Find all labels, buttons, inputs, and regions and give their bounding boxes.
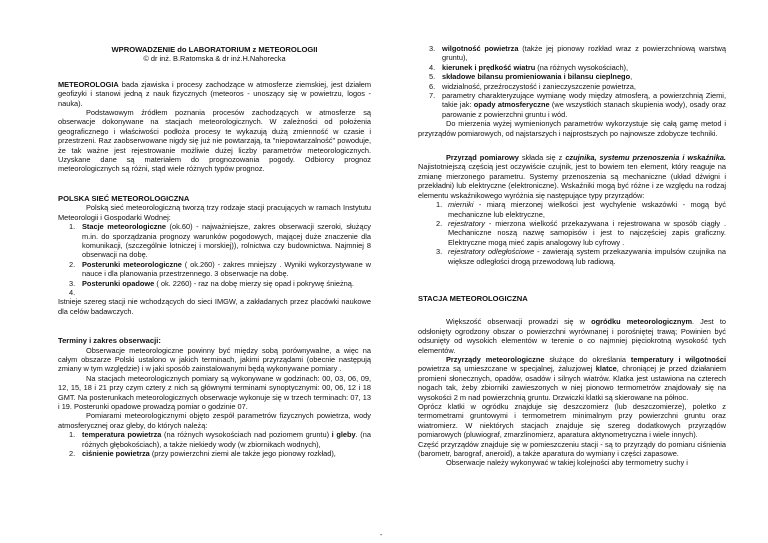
item-number: 1.: [69, 222, 76, 232]
left-column: [58, 0, 371, 458]
station-paragraph-3: Oprócz klatki w ogródku znajduje się deszczomierz (lub deszczomierze), poletko z termometrami gruntowymi i termometrem minimalnym przy powierzchni gruntu oraz wiatromierz. W niektórych stacjach znajduje się szereg dodatkowych przyrządów pomiarowych (pluwiograf, zmarzlinomierz, aparatura aktynometryczna i wiele innych).: [418, 402, 726, 440]
parameters-list: [58, 430, 371, 458]
item-number: 4.: [69, 287, 76, 297]
item-text: (także jej pionowy rozkład wraz z powierzchniową warstwą gruntu),: [442, 44, 727, 63]
document-title: WPROWADZENIE do LABORATORIUM z METEOROLOGII: [111, 45, 318, 54]
list-item: [418, 44, 726, 63]
network-intro: Polską sieć meteorologiczną tworzą trzy rodzaje stacji pracujących w ramach Instytutu Meteorologii i Gospodarki Wodnej:: [58, 203, 371, 222]
item-term: wilgotność powietrza: [442, 44, 519, 53]
item-number: 2.: [69, 449, 76, 459]
item-text: ,: [630, 72, 633, 82]
item-number: 2.: [436, 218, 443, 228]
instrument-paragraph: [418, 153, 726, 200]
list-item: [418, 82, 726, 91]
item-number: 6.: [429, 81, 436, 91]
intro-paragraph: [58, 80, 371, 108]
list-item: [58, 449, 371, 458]
item-term: temperatura powietrza: [82, 430, 162, 440]
station-paragraph-1: [418, 317, 726, 355]
list-item: [418, 219, 726, 247]
station-term-3: klatce: [595, 364, 617, 374]
terms-paragraph-3: Pomiarami meteorologicznymi objęto zespół parametrów fizycznych powietrza, wody atmosferycznej oraz gleby, do których należą:: [58, 411, 371, 430]
station-heading: STACJA METEOROLOGICZNA: [418, 293, 528, 303]
list-item: [418, 72, 726, 81]
item-number: 2.: [69, 259, 76, 269]
item-number: 3.: [429, 44, 436, 53]
item-term: Posterunki opadowe: [82, 278, 155, 288]
item-number: 5.: [429, 72, 436, 82]
list-item: [418, 200, 726, 219]
item-term: kierunek i prędkość wiatru: [442, 62, 536, 72]
terms-heading: Terminy i zakres obserwacji:: [58, 336, 161, 346]
item-text: (ok.60) - najważniejsze, zakres obserwacji szeroki, służący m.in. do sporządzania prognozy warunków pogodowych, mającej duże znaczenie dla komunikacji, (szczególnie lotniczej i morskiej)), rolnictwa czy budownictwa. Najmniej 8 obserwacji na dobę.: [82, 222, 371, 260]
authors: © dr inż. B.Ratomska & dr inż.H.Nahorecka: [143, 54, 286, 64]
item-term: składowe bilansu promieniowania i bilansu cieplnego: [442, 72, 631, 82]
item-term-2: i gleby: [331, 430, 356, 440]
item-text: (przy powierzchni ziemi ale także jego pionowy rozkład),: [149, 449, 336, 459]
page-mark: -: [380, 532, 383, 539]
item-text: - zawierają system przekazywania impulsów czujnika na większe odległości drogą przewodową lub radiową.: [448, 247, 726, 266]
item-number: 7.: [429, 91, 436, 101]
item-number: 3.: [69, 278, 76, 288]
item-number: 1.: [436, 200, 443, 210]
item-text-2: . (na różnych głębokościach), a także niekiedy wody (w zbiornikach wodnych),: [82, 430, 371, 449]
network-list: [58, 222, 371, 297]
instrument-types-list: [418, 200, 726, 266]
list-item: [418, 91, 726, 119]
item-number: 4.: [429, 62, 436, 72]
station-paragraph-5: Obserwacje należy wykonywać w takiej kolejności aby termometry suchy i: [446, 458, 688, 468]
network-heading: POLSKA SIEĆ METEOROLOGICZNA: [58, 193, 190, 203]
instrument-term: Przyrząd pomiarowy: [446, 153, 519, 163]
intro-term: METEOROLOGIA: [58, 79, 119, 89]
item-text: (na różnych wysokościach),: [535, 62, 629, 72]
item-text: ( ok.260) - zakres mniejszy . Wyniki wykorzystywane w nauce i dla planowania przestrzennego. 3 obserwacje na dobę.: [82, 259, 371, 279]
terms-paragraph-1: Obserwacje meteorologiczne powinny być między sobą porównywalne, a więc na całym obszarze Polski ustalono w jakich terminach, jakimi przyrządami (obecnie następują zmiany w tym względzie) i w jaki sposób zainstalowanymi będą wykonywane pomiary .: [58, 345, 371, 374]
station-term: Przyrządy meteorologiczne: [446, 354, 545, 364]
item-text: ( ok. 2260) - raz na dobę mierzy się opad i pokrywę śnieżną.: [154, 278, 354, 288]
item-text: - miarą mierzonej wielkości jest wychylenie wskazówki - mogą być mechaniczne lub elektryczne,: [448, 200, 726, 219]
station-text-2: . Jest to odsłonięty ogrodzony obszar o powierzchni wyrównanej i porośniętej trawą; Powinien być odsunięty od wysokich elementów w terenie o co najmniej pięciokrotną wysokość tych elementów.: [418, 317, 726, 355]
intro-paragraph-2: Podstawowym źródłem poznania procesów zachodzących w atmosferze są obserwacje dokonywane na stacjach meteorologicznych. W zależności od położenia geograficznego i właściwości podłoża procesy te wykazują dużą zmienność w czasie i przestrzeni. Raz zaobserwowane nigdy się już nie powtarzają, ta "niepowtarzalność" powoduje, że tak ważne jest rejestrowanie możliwie dużej liczby parametrów meteorologicznych. Uzyskane dane są materiałem do prognozowania pogody. Odbiorcy prognoz meteorologicznych są różni, stąd wiele różnych typów prognoz.: [58, 108, 371, 174]
item-text: widzialność, przeźroczystość i zanieczyszczenie powietrza,: [442, 81, 636, 91]
list-item: [58, 222, 371, 260]
instrument-text: składa się z: [518, 153, 566, 163]
item-text: parametry charakteryzujące wymianę wody między atmosferą, a powierzchnią Ziemi, takie jak:: [442, 91, 726, 110]
parameters-list-continued: [418, 44, 726, 119]
right-column: [418, 0, 726, 468]
item-number: 3.: [436, 247, 443, 257]
station-text-3: , chroniącej je przed działaniem promieni słonecznych, opadów, osadów i silnych wiatrów. Klatka jest ustawiona na czterech nogach tak, żeby zbiorniki zawieszonych w niej pionowo termometrów znajdowały się na wysokości 2 m nad powierzchnią gruntu. Drzwiczki klatki są skierowane na północ.: [418, 364, 726, 402]
item-term: rejestratory: [448, 218, 485, 228]
list-item: [58, 260, 371, 279]
network-outro: Istnieje szereg stacji nie wchodzących do sieci IMGW, a zakładanych przez placówki naukowe dla celów badawczych.: [58, 297, 371, 316]
item-text: (na różnych wysokościach nad poziomem gruntu): [161, 430, 332, 440]
station-text-2: powietrza są umieszczane w specjalnej, żaluzjowej: [418, 364, 596, 374]
item-term: rejestratory odległościowe: [448, 247, 535, 257]
item-term: mierniki: [448, 200, 474, 210]
instrument-text-rest: Najistotniejszą częścią jest oczywiście czujnik, jest to bowiem ten element, który reaguje na zmianę mierzonego parametru. Systemy przenoszenia są mechaniczne (układ dźwigni i przekładni) lub elektryczne (elektroniczne). Wskaźniki mogą być różne i ze względu na rodzaj elementu wskaźnikowego wyróżnia się następujące typy przyrządów:: [418, 162, 726, 200]
intro-text: bada zjawiska i procesy zachodzące w atmosferze ziemskiej, jest działem geofizyki i stanowi jedną z nauk fizycznych (meteoros - unoszący się w powietrzu, logos - nauka).: [58, 79, 371, 108]
station-term: ogródku meteorologicznym: [591, 317, 693, 327]
list-item: [418, 63, 726, 72]
item-number: 1.: [69, 430, 76, 440]
list-item: [58, 288, 371, 297]
station-text: Większość obserwacji prowadzi się w: [446, 317, 592, 327]
item-term: Stacje meteorologiczne: [82, 222, 167, 232]
list-item: [58, 430, 371, 449]
item-text: - mierzona wielkość przekazywana i rejestrowana w sposób ciągły . Mechaniczne noszą nazwę samopisów i jest to najczęściej zapis graficzny. Elektryczne mogą mieć zapis analogowy lub cyfrowy .: [448, 218, 726, 247]
station-term-2: temperatury i wilgotności: [630, 354, 726, 364]
item-term: ciśnienie powietrza: [82, 449, 150, 459]
item-text-2: (we wszystkich stanach skupienia wody), osady oraz parowanie z powierzchni gruntu i wód.: [442, 100, 726, 119]
terms-paragraph-2: Na stacjach meteorologicznych pomiary są wykonywane w godzinach: 00, 03, 06, 09, 12, 15, 18 i 21 przy czym cztery z nich są głównymi terminami synoptycznymi: 00, 06, 12 i 18 GMT. Na posterunkach meteorologicznych obserwacje wykonuje się w trzech terminach: 07, 13 i 19. Posterunki opadowe prowadzą pomiar o godzinie 07.: [58, 373, 371, 411]
item-term: Posterunki meteorologiczne: [82, 259, 182, 269]
params-outro: Do mierzenia wyżej wymienionych parametrów wykorzystuje się całą gamę metod i przyrządów pomiarowych, od najstarszych i najprostszych po najnowsze zdobycze techniki.: [418, 119, 726, 138]
list-item: [418, 247, 726, 266]
station-text: służące do określania: [544, 354, 631, 364]
instrument-parts: czujnika, systemu przenoszenia i wskaźnika.: [565, 153, 726, 163]
item-term-2: opady atmosferyczne: [473, 100, 550, 110]
list-item: [58, 279, 371, 288]
station-paragraph-4: Część przyrządów znajduje się w pomieszczeniu stacji - są to przyrządy do pomiaru ciśnienia (barometr, barograf, aneroid), a także aparatura do wymiany i części zapasowe.: [418, 439, 726, 459]
station-paragraph-2: [418, 355, 726, 402]
